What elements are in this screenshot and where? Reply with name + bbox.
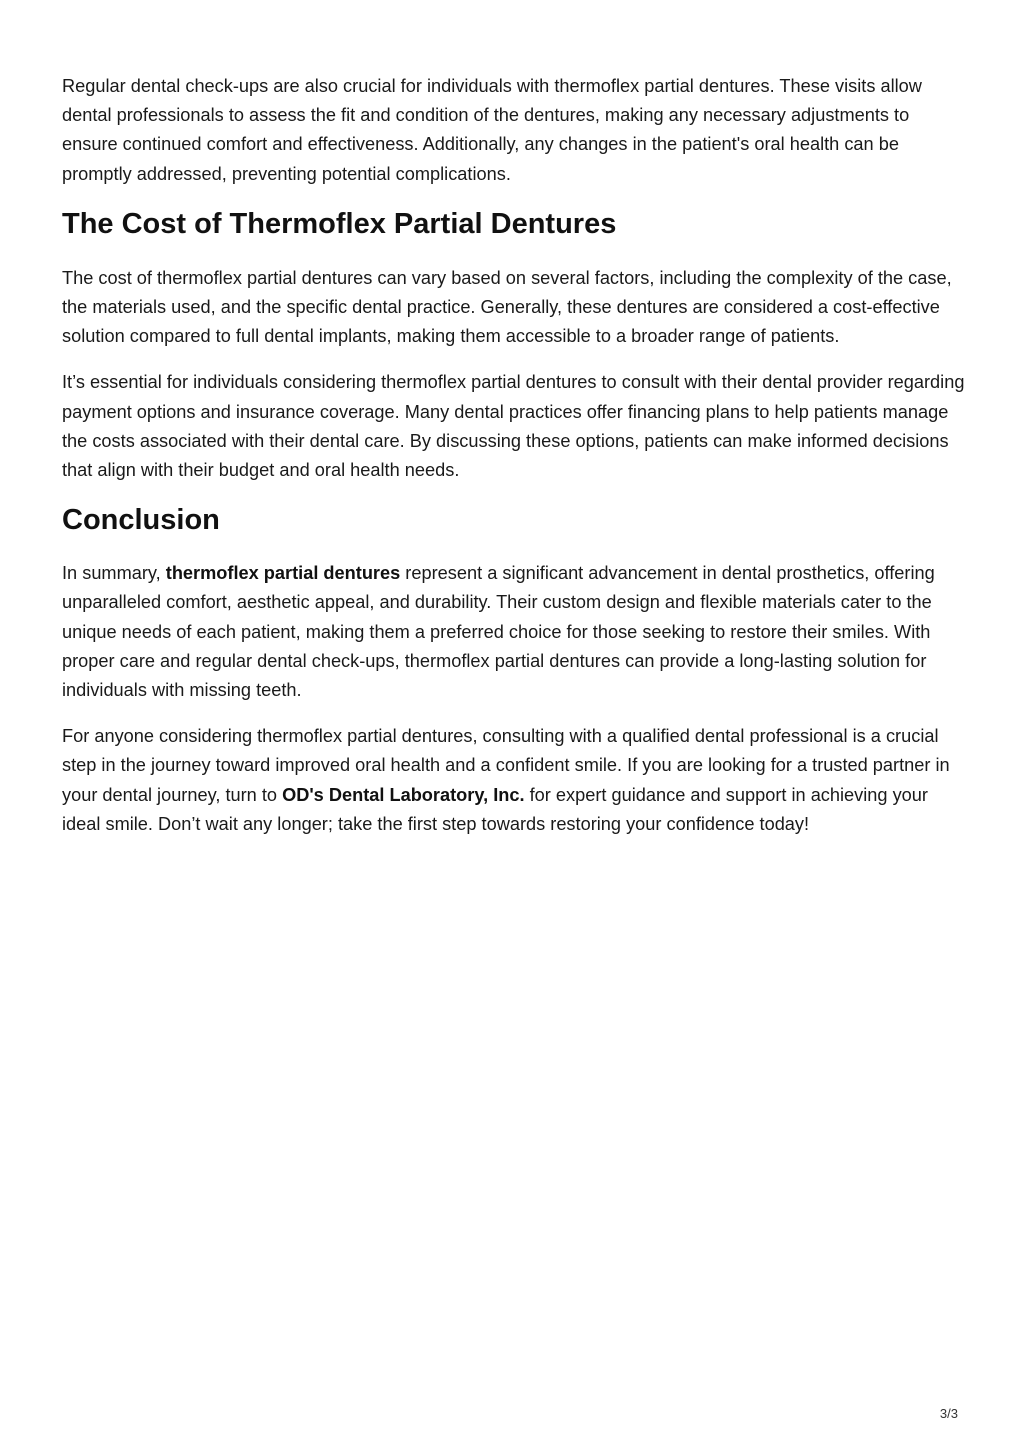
paragraph-cost-1: The cost of thermoflex partial dentures can vary based on several factors, including the complexity of the case, the materials used, and the specific dental practice. Generally, these dentures are considered a cost-effective solution compared to full dental implants, making them accessible to a broader range of patients. [62,267,952,347]
paragraph-final [62,722,967,839]
document-page [62,72,967,856]
heading-conclusion: Conclusion [62,504,220,537]
summary-text-end: represent a significant advancement in dental prosthetics, offering unparalleled comfort, aesthetic appeal, and durability. Their custom design and flexible materials cater to the unique needs of each patient, making them a preferred choice for those seeking to restore their smiles. With proper care and regular dental check-ups, thermoflex partial dentures can provide a long-lasting solution for individuals with missing teeth. [62,563,935,701]
final-text-end: for expert guidance and support in achieving your ideal smile. Don’t wait any longer; take the first step towards restoring your confidence today! [62,784,928,834]
final-text-start: For anyone considering thermoflex partial dentures, consulting with a qualified dental professional is a crucial step in the journey toward improved oral health and a confident smile. If you are looking for a trusted partner in your dental journey, turn to [62,726,950,805]
page-number: 3/3 [939,1406,958,1421]
paragraph-checkups: Regular dental check-ups are also crucial for individuals with thermoflex partial dentures. These visits allow dental professionals to assess the fit and condition of the dentures, making any necessary adjustments to ensure continued comfort and effectiveness. Additionally, any changes in the patient's oral health can be promptly addressed, preventing potential complications. [62,76,922,184]
paragraph-cost-2: It’s essential for individuals considering thermoflex partial dentures to consult with their dental provider regarding payment options and insurance coverage. Many dental practices offer financing plans to help patients manage the costs associated with their dental care. By discussing these options, patients can make informed decisions that align with their budget and oral health needs. [62,372,965,481]
heading-cost: The Cost of Thermoflex Partial Dentures [62,207,617,240]
summary-text-start: In summary, [62,563,166,584]
final-bold-company: OD's Dental Laboratory, Inc. [282,784,525,805]
summary-bold-term: thermoflex partial dentures [165,563,401,584]
paragraph-summary [62,559,967,705]
